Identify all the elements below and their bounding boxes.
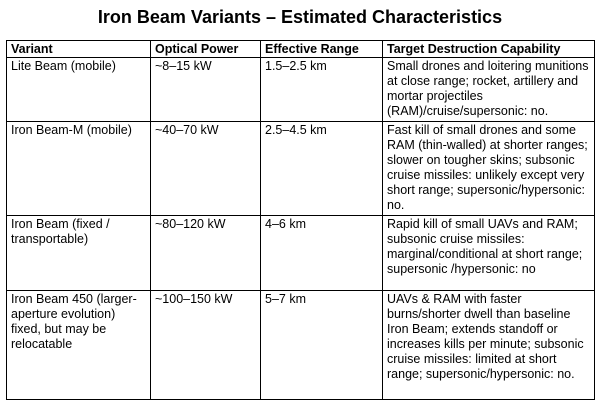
table-row <box>7 58 595 122</box>
cell-optical-power: ~8–15 kW <box>151 58 261 122</box>
column-header-optical-power: Optical Power <box>151 41 261 58</box>
cell-capability: Small drones and loitering munitions at close range; rocket, artillery and mortar projectiles (RAM)/cruise/supersonic: no. <box>383 58 595 122</box>
cell-effective-range: 4–6 km <box>261 216 383 291</box>
cell-capability: UAVs & RAM with faster burns/shorter dwell than baseline Iron Beam; extends standoff or increases kills per minute; subsonic cruise missiles: limited at short range; supersonic/hypersonic: no. <box>383 291 595 400</box>
cell-variant: Iron Beam (fixed / transportable) <box>7 216 151 291</box>
cell-capability: Rapid kill of small UAVs and RAM; subsonic cruise missiles: marginal/conditional at short range; supersonic /hypersonic: no <box>383 216 595 291</box>
table-row <box>7 216 595 291</box>
table-row <box>7 291 595 400</box>
cell-effective-range: 2.5–4.5 km <box>261 122 383 216</box>
cell-optical-power: ~80–120 kW <box>151 216 261 291</box>
cell-variant: Iron Beam-M (mobile) <box>7 122 151 216</box>
cell-effective-range: 5–7 km <box>261 291 383 400</box>
cell-effective-range: 1.5–2.5 km <box>261 58 383 122</box>
table-row <box>7 122 595 216</box>
column-header-effective-range: Effective Range <box>261 41 383 58</box>
page-title: Iron Beam Variants – Estimated Characteristics <box>97 7 503 27</box>
variants-table <box>6 40 595 400</box>
column-header-target-destruction: Target Destruction Capability <box>383 41 595 58</box>
cell-optical-power: ~40–70 kW <box>151 122 261 216</box>
column-header-variant: Variant <box>7 41 151 58</box>
cell-optical-power: ~100–150 kW <box>151 291 261 400</box>
table-header-row <box>7 41 595 58</box>
cell-variant: Lite Beam (mobile) <box>7 58 151 122</box>
cell-capability: Fast kill of small drones and some RAM (thin-walled) at shorter ranges; slower on tougher skins; subsonic cruise missiles: unlikely except very short range; supersonic/hypersonic: no. <box>383 122 595 216</box>
cell-variant: Iron Beam 450 (larger-aperture evolution) fixed, but may be relocatable <box>7 291 151 400</box>
